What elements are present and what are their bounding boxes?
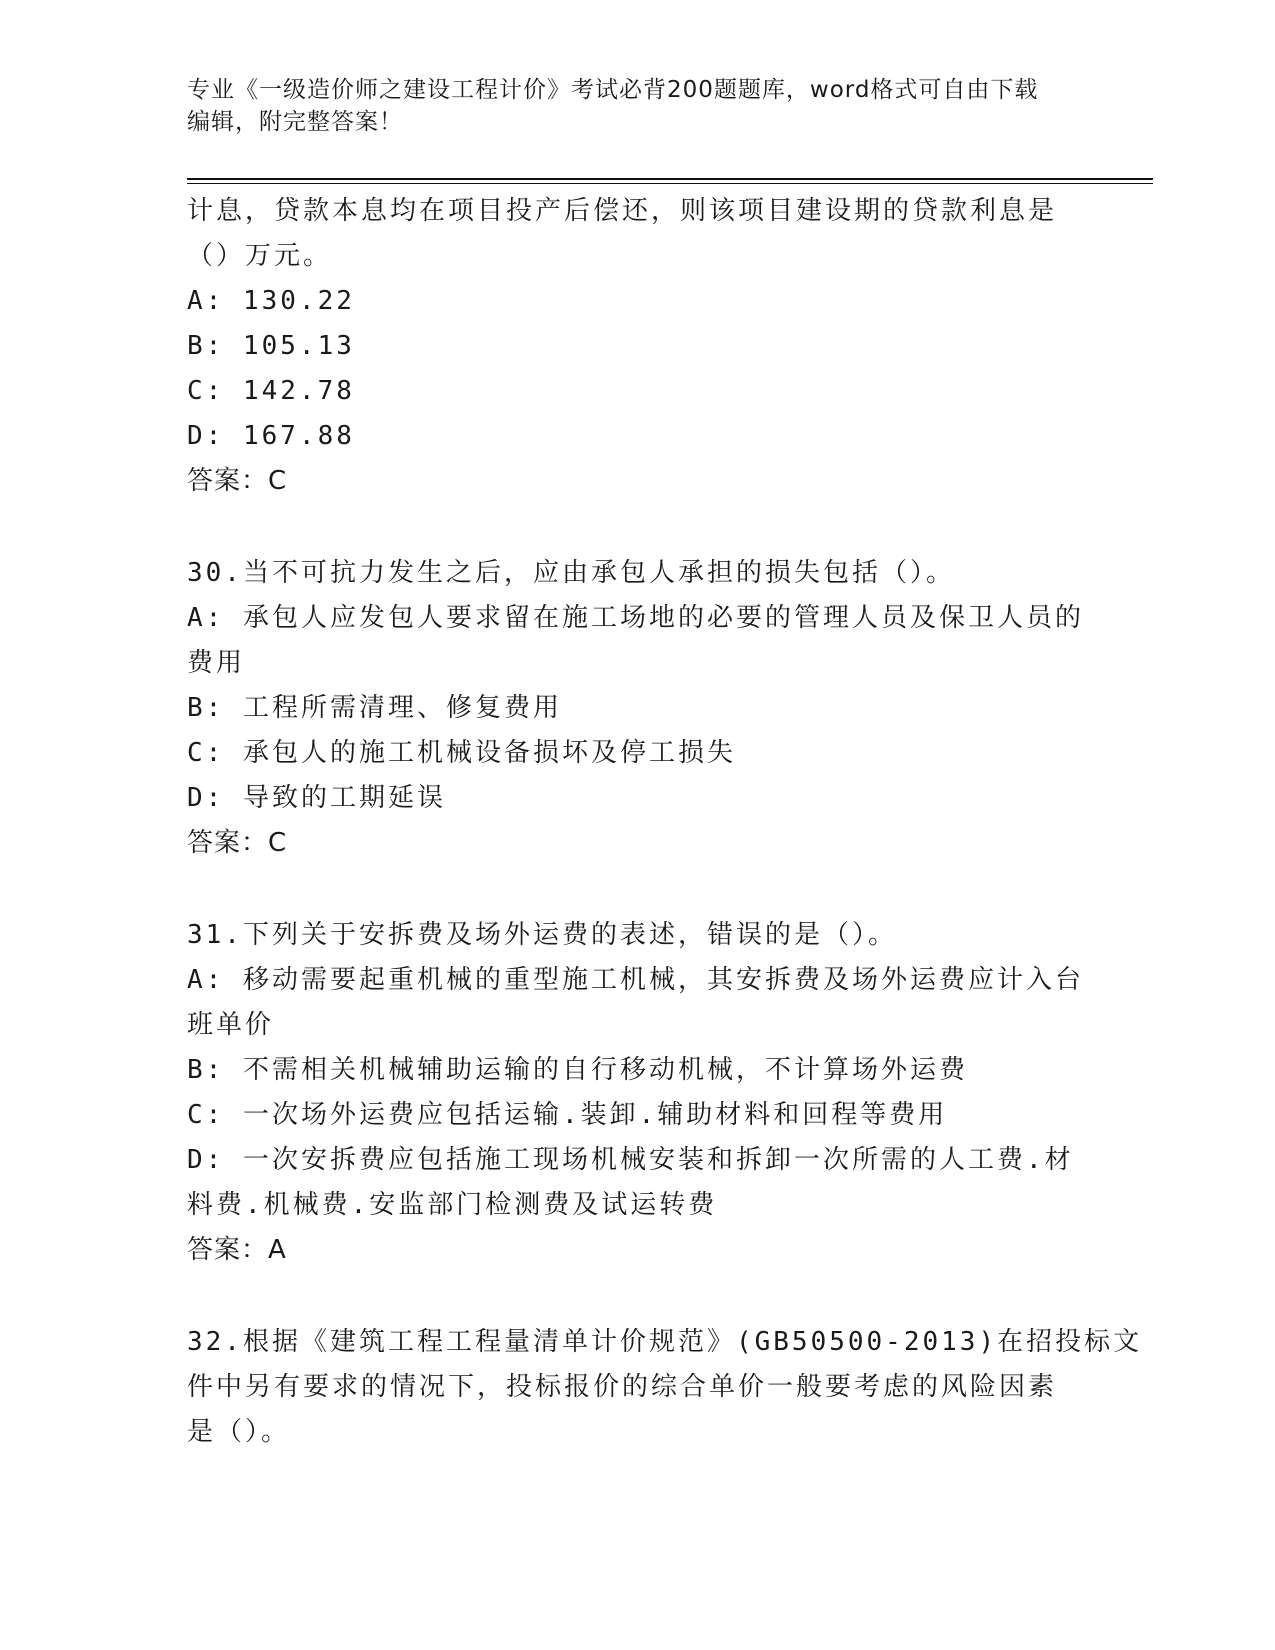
option-b: B: 105.13 [187,331,355,361]
question-text-line: 件中另有要求的情况下，投标报价的综合单价一般要考虑的风险因素 [187,1372,1058,1402]
question-text-line: 32.根据《建筑工程工程量清单计价规范》(GB50500-2013)在招投标文 [187,1327,1143,1357]
answer-line: 答案：A [187,1235,287,1265]
question-text-line: 31.下列关于安拆费及场外运费的表述，错误的是（）。 [187,920,897,950]
question-text-line: 30.当不可抗力发生之后，应由承包人承担的损失包括（）。 [187,558,955,588]
question-30 [187,551,1087,866]
question-32 [187,1320,1143,1455]
answer-line: 答案：C [187,466,288,496]
option-a: A: 承包人应发包人要求留在施工场地的必要的管理人员及保卫人员的 [187,603,1084,633]
answer-line: 答案：C [187,828,288,858]
option-b: B: 不需相关机械辅助运输的自行移动机械，不计算场外运费 [187,1055,968,1085]
option-a: A: 130.22 [187,286,355,316]
header-line-1: 专业《一级造价师之建设工程计价》考试必背200题题库，word格式可自由下载 [187,77,1039,103]
document-body [187,189,1143,1455]
question-text-line: （）万元。 [187,241,333,271]
option-c: C: 承包人的施工机械设备损坏及停工损失 [187,738,736,768]
question-31 [187,913,1087,1273]
option-d-continued: 料费.机械费.安监部门检测费及试运转费 [187,1190,718,1220]
spacer [187,866,1087,913]
header-divider-thick [187,178,1153,180]
option-a-continued: 费用 [187,648,246,678]
option-d: D: 一次安拆费应包括施工现场机械安装和拆卸一次所需的人工费.材 [187,1145,1074,1175]
page-header [187,74,1067,138]
header-divider-thin [187,183,1153,184]
question-text-line: 是（）。 [187,1417,291,1447]
option-a: A: 移动需要起重机械的重型施工机械，其安拆费及场外运费应计入台 [187,965,1084,995]
spacer [187,504,1087,551]
option-c: C: 一次场外运费应包括运输.装卸.辅助材料和回程等费用 [187,1100,948,1130]
option-b: B: 工程所需清理、修复费用 [187,693,562,723]
option-d: D: 167.88 [187,421,355,451]
spacer [187,1273,1087,1320]
question-29-continued [187,189,1087,504]
header-line-2: 编辑，附完整答案！ [187,109,403,135]
option-c: C: 142.78 [187,376,355,406]
option-a-continued: 班单价 [187,1010,275,1040]
question-text-line: 计息，贷款本息均在项目投产后偿还，则该项目建设期的贷款利息是 [187,196,1058,226]
option-d: D: 导致的工期延误 [187,783,446,813]
